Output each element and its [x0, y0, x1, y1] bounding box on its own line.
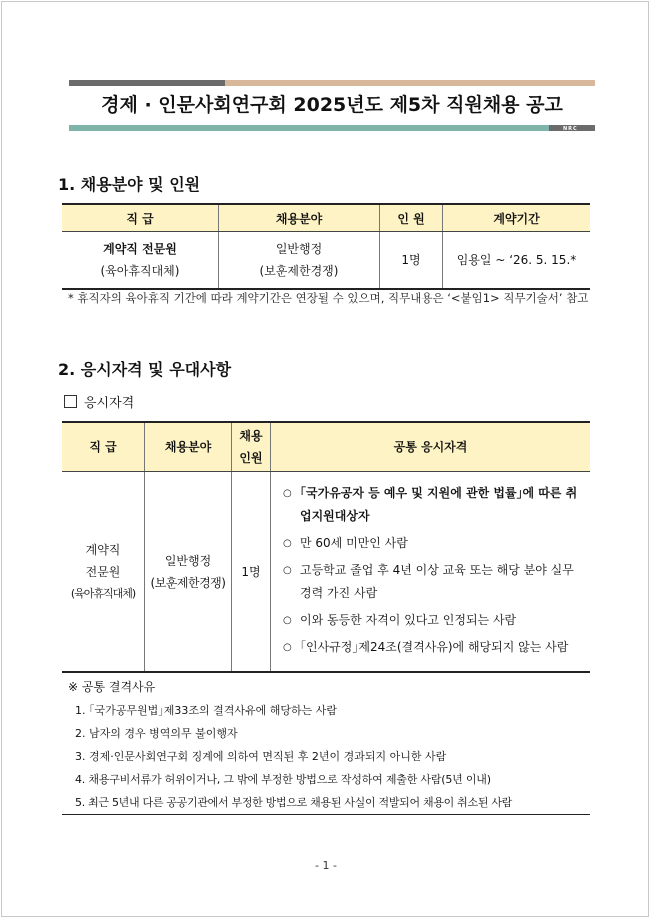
table-row [62, 232, 590, 290]
qualification-item: ○ 고등학교 졸업 후 4년 이상 교육 또는 해당 분야 실무 경력 가진 사람 [283, 559, 586, 605]
eligibility-subheading [64, 392, 134, 411]
cell-rank [62, 472, 145, 673]
table-header-row [62, 422, 590, 472]
rank-line2: (육아휴직대체) [100, 264, 180, 278]
cell-qualifications [271, 472, 591, 673]
list-item: 4. 채용구비서류가 허위이거나, 그 밖에 부정한 방법으로 작성하여 제출한 사람(5년 이내) [75, 773, 491, 786]
col-header-count: 인 원 [380, 204, 443, 232]
rank-line2: 전문원 [85, 564, 121, 579]
list-item: 1. ｢국가공무원법｣제33조의 결격사유에 해당하는 사람 [75, 704, 337, 717]
col-header-field: 채용분야 [219, 204, 380, 232]
cell-count: 1명 [380, 232, 443, 290]
title-bar-top-right [225, 80, 595, 86]
col-header-field: 채용분야 [145, 422, 232, 472]
disqualification-heading: ※ 공통 결격사유 [68, 680, 156, 694]
section1-heading: 1. 채용분야 및 인원 [58, 175, 201, 194]
section2-heading: 2. 응시자격 및 우대사항 [58, 360, 232, 379]
col-header-rank: 직 급 [62, 422, 145, 472]
field-line1: 일반행정 [164, 553, 212, 568]
col-header-count: 채용 인원 [232, 422, 271, 472]
field-line2: (보훈제한경쟁) [150, 575, 226, 590]
rank-line1: 계약직 [85, 542, 121, 557]
qualification-list [271, 472, 590, 671]
page-title: 경제 · 인문사회연구회 2025년도 제5차 직원채용 공고 [101, 94, 563, 116]
title-bar-bottom-left [69, 125, 549, 131]
qualification-item: ○ 이와 동등한 자격이 있다고 인정되는 사람 [283, 609, 586, 632]
recruitment-table [62, 203, 590, 290]
field-line2: (보훈제한경쟁) [259, 264, 339, 278]
cell-count: 1명 [232, 472, 271, 673]
col-header-qualifications: 공통 응시자격 [271, 422, 591, 472]
rank-line1: 계약직 전문원 [103, 242, 177, 256]
field-line1: 일반행정 [275, 242, 323, 256]
page-number: - 1 - [315, 859, 337, 872]
eligibility-subheading-label: 응시자격 [84, 396, 135, 411]
qualification-item: ○ 만 60세 미만인 사람 [283, 532, 586, 555]
title-bar-top-left [69, 80, 225, 86]
cell-period: 임용일 ~ ‘26. 5. 15.* [443, 232, 591, 290]
rank-line3: (육아휴직대체) [70, 586, 136, 600]
table-row [62, 472, 590, 673]
qualification-item: ○ ｢인사규정｣제24조(결격사유)에 해당되지 않는 사람 [283, 636, 586, 659]
col-header-rank: 직 급 [62, 204, 219, 232]
checkbox-square-icon [64, 395, 77, 408]
cell-field [219, 232, 380, 290]
org-tag: NRC [563, 126, 578, 132]
qualification-item: ○ ｢국가유공자 등 예우 및 지원에 관한 법률｣에 따른 취업지원대상자 [283, 482, 586, 528]
contract-note: * 휴직자의 육아휴직 기간에 따라 계약기간은 연장될 수 있으며, 직무내용은 ‘<붙임1> 직무기술서’ 참고 [68, 291, 589, 305]
list-item: 3. 경제·인문사회연구회 징계에 의하여 면직된 후 2년이 경과되지 아니한 사람 [75, 750, 447, 763]
list-item: 2. 남자의 경우 병역의무 불이행자 [75, 727, 238, 740]
disqualification-list [75, 699, 595, 814]
section-divider [62, 814, 590, 815]
table-header-row [62, 204, 590, 232]
eligibility-table [62, 421, 590, 673]
cell-field [145, 472, 232, 673]
col-header-period: 계약기간 [443, 204, 591, 232]
cell-rank [62, 232, 219, 290]
list-item: 5. 최근 5년내 다른 공공기관에서 부정한 방법으로 채용된 사실이 적발되어 채용이 취소된 사람 [75, 796, 513, 809]
